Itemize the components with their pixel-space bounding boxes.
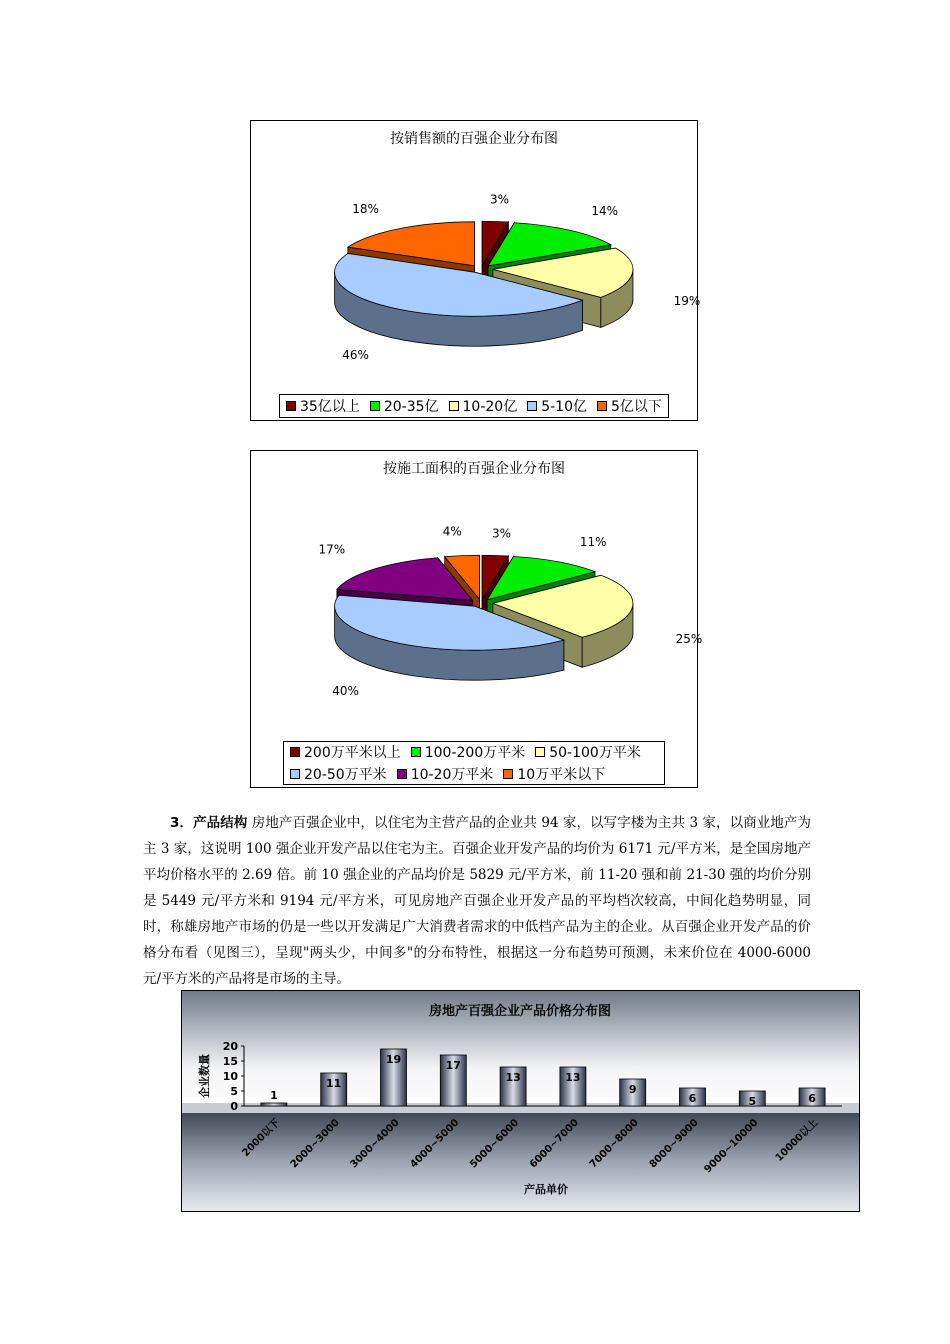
legend-swatch [449, 401, 459, 411]
bar-data-label-4: 13 [505, 1071, 521, 1084]
x-axis-label: 产品单价 [524, 1183, 568, 1196]
legend-item [290, 764, 387, 784]
legend-label: 35亿以上 [300, 399, 360, 415]
chart-title: 按施工面积的百强企业分布图 [383, 461, 565, 477]
y-axis-label: 企业数量 [198, 1054, 211, 1098]
legend-item [411, 742, 526, 762]
legend-swatch [535, 747, 545, 757]
bar-data-label-7: 6 [688, 1092, 697, 1105]
legend-label: 5-10亿 [541, 399, 587, 415]
legend-item [535, 742, 641, 762]
pie-data-label-3: 46% [342, 348, 369, 363]
legend-label: 10-20亿 [462, 399, 518, 415]
y-tick-label: 0 [230, 1100, 238, 1113]
sales-pie-legend [279, 394, 669, 418]
pie-data-label-3: 40% [332, 684, 359, 699]
legend-swatch [597, 401, 607, 411]
y-tick-label: 20 [222, 1040, 238, 1053]
x-tick-label-6: 7000~8000 [587, 1117, 641, 1171]
area-pie-chart [250, 450, 703, 788]
x-tick-label-7: 8000~9000 [647, 1117, 701, 1171]
pie-data-label-0: 3% [489, 192, 510, 207]
legend-label: 100-200万平米 [424, 745, 526, 761]
area-pie-svg [251, 451, 703, 787]
legend-swatch [527, 401, 537, 411]
legend-item [527, 396, 587, 416]
legend-label: 20-50万平米 [304, 767, 387, 783]
y-tick-label: 5 [230, 1085, 238, 1098]
legend-swatch [290, 747, 300, 757]
legend-label: 10-20万平米 [410, 767, 494, 783]
legend-swatch [503, 769, 513, 779]
section-number: 3． [170, 815, 194, 831]
bar-data-label-6: 9 [628, 1083, 637, 1096]
legend-label: 10万平米以下 [517, 767, 606, 783]
bar-data-label-8: 5 [748, 1095, 757, 1108]
legend-label: 50-100万平米 [549, 745, 641, 761]
bar-data-label-0: 1 [270, 1089, 278, 1102]
pie-data-label-1: 14% [591, 203, 619, 218]
bar-0 [261, 1103, 287, 1106]
x-tick-label-0: 2000以下 [240, 1117, 283, 1159]
area-pie-legend [283, 741, 665, 785]
section-body: 房地产百强企业中，以住宅为主营产品的企业共 94 家，以写字楼为主共 3 家，以商业地产为主 3 家，这说明 100 强企业开发产品以住宅为主。百强企业开发产品的均价为 6171 元/平方米，是全国房地产平均价格水平的 2.69 倍。前 10 强企业的产品均价是 5829 元/平方米，前 11-20 强和前 21-30 强的均价分别是 5449 元/平方米和 9194 元/平方米，可见房地产百强企业开发产品的平均档次较高，中间化趋势明显，同时，称雄房地产市场的仍是一些以开发满足广大消费者需求的中低档产品为主的企业。从百强企业开发产品的价格分布看（见图三），呈现"两头少，中间多"的分布特性，根据这一分布趋势可预测，未来价位在 4000-6000 元/平方米的产品将是市场的主导。 [143, 815, 811, 987]
y-tick-label: 15 [222, 1055, 238, 1068]
x-tick-label-4: 5000~6000 [468, 1117, 522, 1171]
legend-label: 5亿以下 [610, 399, 662, 415]
x-tick-label-1: 2000~3000 [288, 1117, 342, 1171]
y-tick-label: 10 [222, 1070, 238, 1083]
legend-item [370, 396, 439, 416]
sales-pie-svg [251, 121, 701, 420]
pie-data-label-2: 19% [673, 293, 701, 308]
price-bar-svg [182, 991, 859, 1211]
legend-item [597, 396, 662, 416]
legend-item [503, 764, 605, 784]
legend-swatch [290, 769, 300, 779]
section-heading: 产品结构 [193, 815, 248, 831]
x-tick-label-5: 6000~7000 [527, 1117, 582, 1171]
legend-label: 20-35亿 [383, 399, 439, 415]
price-bar-chart [181, 990, 860, 1212]
sales-pie-chart [250, 120, 701, 421]
legend-swatch [370, 401, 380, 411]
bar-data-label-1: 11 [326, 1077, 342, 1090]
legend-swatch [286, 401, 296, 411]
bar-data-label-2: 19 [385, 1053, 402, 1066]
pie-data-label-4: 17% [318, 542, 346, 557]
bar-data-label-5: 13 [565, 1071, 581, 1084]
pie-data-label-5: 4% [442, 524, 462, 539]
chart-title: 房地产百强企业产品价格分布图 [428, 1004, 612, 1019]
pie-data-label-0: 3% [491, 526, 512, 541]
legend-item [449, 396, 518, 416]
x-tick-label-9: 10000以上 [773, 1117, 821, 1164]
legend-item [290, 742, 401, 762]
legend-swatch [397, 769, 407, 779]
x-tick-label-8: 9000~10000 [702, 1117, 761, 1176]
x-tick-label-3: 4000~5000 [408, 1117, 462, 1171]
pie-data-label-4: 18% [352, 201, 379, 216]
legend-item [397, 764, 494, 784]
bar-data-label-3: 17 [445, 1059, 461, 1072]
pie-data-label-1: 11% [579, 534, 607, 549]
legend-label: 200万平米以上 [304, 745, 401, 761]
product-structure-paragraph [143, 810, 811, 992]
bar-data-label-9: 6 [808, 1092, 816, 1105]
chart-title: 按销售额的百强企业分布图 [390, 131, 558, 147]
x-tick-label-2: 3000~4000 [348, 1117, 402, 1171]
legend-item [286, 396, 360, 416]
legend-swatch [411, 747, 421, 757]
pie-data-label-2: 25% [675, 631, 703, 646]
